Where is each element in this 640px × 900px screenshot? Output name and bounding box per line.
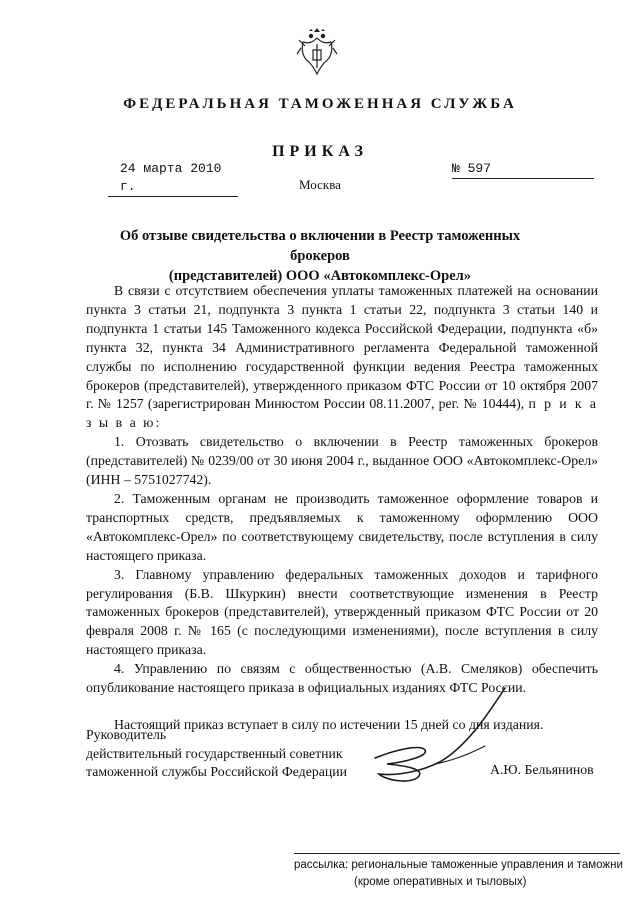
order-number: № 597 bbox=[452, 160, 594, 179]
signatory-title-line-3: таможенной службы Российской Федерации bbox=[86, 764, 347, 779]
order-subject bbox=[90, 226, 550, 286]
preamble-text: В связи с отсутствием обеспечения уплаты таможенных платежей на основании пункта 3 статьи 21, подпункта 3 пункта 1 статьи 22, подпункта 3 статьи 140 и подпункта 1 статьи 145 Таможенного кодекса Российской Федерации, подпункта «б» пункта 32, пункта 34 Административного регламента Федеральной таможенной службы по исполнению государственной функции ведения Реестра таможенных брокеров (представителей), утвержденного приказом ФТС России от 10 октября 2007 г. № 1257 (зарегистрирован Минюстом России 08.11.2007, рег. № 10444), bbox=[86, 283, 598, 412]
signatory-title bbox=[86, 726, 386, 782]
order-item-2: 2. Таможенным органам не производить таможенное оформление товаров и транспортных средств, предъявляемых к таможенному оформлению ООО «Автокомплекс-Орел» по соответствующему свидетельству, после вступления в силу настоящего приказа. bbox=[86, 490, 598, 563]
order-date: 24 марта 2010 г. bbox=[108, 160, 238, 197]
preamble-paragraph bbox=[86, 282, 598, 433]
order-item-4: 4. Управлению по связям с общественностью (А.В. Смеляков) обеспечить опубликование настоящего приказа в официальных изданиях ФТС России. bbox=[86, 661, 598, 696]
order-word: п р и к а з ы в а ю: bbox=[86, 396, 599, 431]
city: Москва bbox=[299, 177, 341, 192]
effective-clause: Настоящий приказ вступает в силу по истечении 15 дней со дня издания. bbox=[114, 716, 544, 732]
distribution-line-2: (кроме оперативных и тыловых) bbox=[354, 876, 527, 888]
signatory-title-line-2: действительный государственный советник bbox=[86, 745, 343, 761]
distribution-divider bbox=[294, 853, 620, 854]
distribution-line-1: рассылка: региональные таможенные управления и таможни bbox=[294, 859, 623, 871]
subject-line-2: (представителей) ООО «Автокомплекс-Орел» bbox=[168, 268, 472, 284]
document-type: ПРИКАЗ bbox=[272, 143, 368, 160]
coat-of-arms-emblem bbox=[295, 28, 339, 76]
agency-name: ФЕДЕРАЛЬНАЯ ТАМОЖЕННАЯ СЛУЖБА bbox=[123, 96, 517, 112]
order-item-3: 3. Главному управлению федеральных таможенных доходов и тарифного регулирования (Б.В. Шкуркин) внести соответствующие изменения в Реестр таможенных брокеров (представителей), утвержденный приказом ФТС России от 20 февраля 2008 г. № 165 (с последующими изменениями), после вступления в силу настоящего приказа. bbox=[86, 566, 598, 658]
order-body bbox=[86, 282, 598, 735]
signatory-name: А.Ю. Бельянинов bbox=[490, 762, 594, 777]
signatory-title-line-1: Руководитель bbox=[86, 727, 167, 742]
distribution-list bbox=[294, 857, 624, 891]
order-item-1: 1. Отозвать свидетельство о включении в Реестр таможенных брокеров (представителей) № 0239/00 от 30 июня 2004 г., выданное ООО «Автокомплекс-Орел» (ИНН – 5751027742). bbox=[86, 434, 598, 488]
subject-line-1: Об отзыве свидетельства о включении в Реестр таможенных брокеров bbox=[119, 228, 521, 264]
